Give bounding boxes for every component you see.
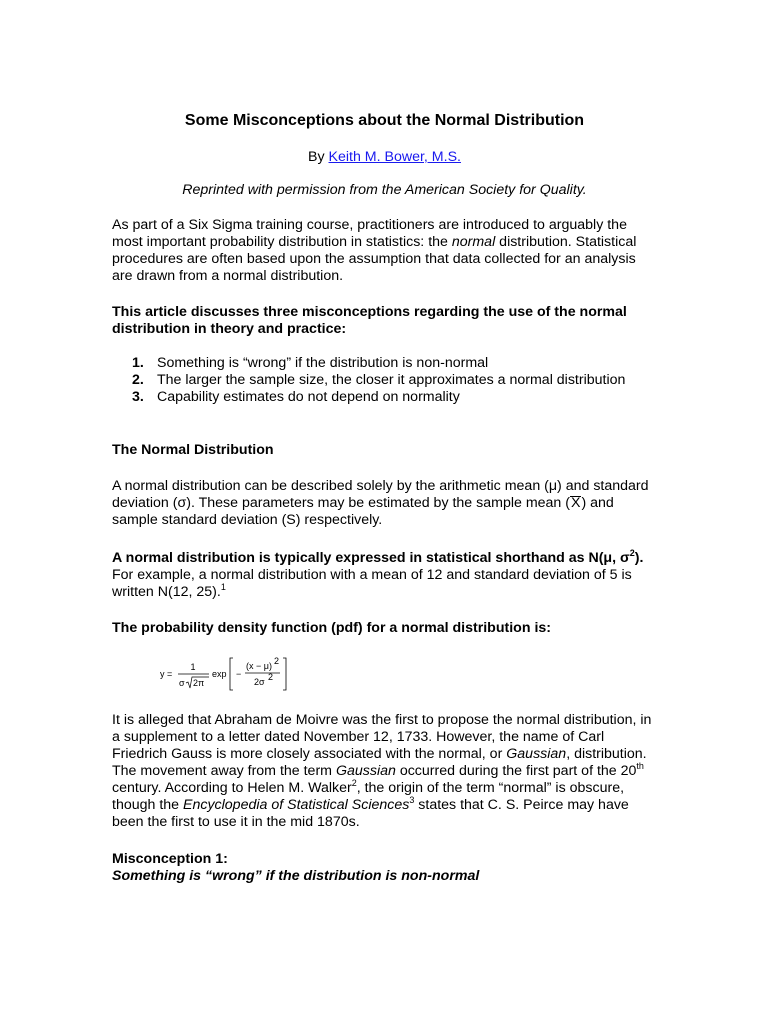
normal-desc-text-1: A normal distribution can be described solely by the arithmetic mean (μ) and standard deviation (σ). These parameters may be estimated by the sample mean ( — [112, 478, 649, 511]
formula-graphic — [156, 655, 356, 693]
history-paragraph — [112, 712, 657, 831]
list-item-text: Something is “wrong” if the distribution is non-normal — [157, 355, 489, 371]
list-item-text: Capability estimates do not depend on normality — [157, 389, 460, 405]
intro-emphasis: normal — [451, 234, 496, 250]
list-number: 2. — [132, 372, 144, 388]
intro-paragraph — [112, 217, 657, 285]
misconception-1-subheading: Something is “wrong” if the distribution is non-normal — [112, 868, 480, 884]
history-text-3: occurred during the first part of the 20 — [395, 763, 637, 779]
formula-minus: − — [236, 669, 242, 679]
right-bracket — [283, 658, 286, 690]
history-text-5: , the origin of the term “normal” is obscure, though the — [112, 780, 625, 813]
pdf-formula — [156, 655, 356, 693]
footnote-ref-3: 3 — [409, 795, 415, 805]
shorthand-paragraph — [112, 550, 657, 601]
shorthand-bold: A normal distribution is typically expressed in statistical shorthand as N(μ, σ — [112, 550, 630, 566]
sigma-squared-sup: 2 — [629, 548, 635, 558]
shorthand-text: For example, a normal distribution with a mean of 12 and standard deviation of 5 is written N(12, 25). — [112, 567, 632, 600]
history-text-4: century. According to Helen M. Walker — [112, 780, 352, 796]
misconception-1-section — [112, 851, 657, 885]
intro-text-2: distribution. Statistical procedures are often based upon the assumption that data collected for an analysis are drawn from a normal distribution. — [112, 234, 637, 284]
inner-denominator: 2σ — [254, 677, 265, 687]
inner-denominator-sup: 2 — [268, 672, 274, 682]
history-gaussian-2: Gaussian — [335, 763, 396, 779]
sup-th: th — [636, 761, 644, 771]
footnote-ref-2: 2 — [351, 778, 357, 788]
x-bar-symbol: X — [570, 495, 581, 511]
document-title: Some Misconceptions about the Normal Distribution — [184, 112, 585, 129]
formula-lhs: y = — [160, 669, 173, 679]
list-number: 3. — [132, 389, 144, 405]
shorthand-bold-end: ). — [634, 550, 644, 566]
inner-numerator: (x − μ) — [246, 661, 272, 671]
footnote-ref: 1 — [220, 582, 226, 592]
left-bracket — [230, 658, 233, 690]
history-text-6: states that C. S. Peirce may have been the first to use it in the mid 1870s. — [112, 797, 629, 830]
history-text-2: , distribution. The movement away from the term — [112, 746, 647, 779]
history-gaussian-1: Gaussian — [506, 746, 567, 762]
byline-prefix: By — [308, 149, 329, 165]
inner-numerator-sup: 2 — [274, 656, 280, 666]
formula-numerator: 1 — [190, 662, 196, 672]
byline — [112, 149, 657, 166]
misconception-1-heading: Misconception 1: — [112, 851, 228, 867]
formula-radicand: 2π — [193, 678, 205, 688]
article-lead: This article discusses three misconceptions regarding the use of the normal distribution in theory and practice: — [112, 304, 627, 337]
intro-text-1: As part of a Six Sigma training course, practitioners are introduced to arguably the most important probability distribution in statistics: the — [112, 217, 627, 250]
formula-sigma: σ — [179, 678, 185, 688]
normal-description — [112, 478, 657, 529]
history-text-1: It is alleged that Abraham de Moivre was the first to propose the normal distribution, in a supplement to a letter dated November 12, 1733. However, the name of Carl Friedrich Gauss is more closely associated with the normal, or — [112, 712, 652, 762]
list-number: 1. — [132, 355, 144, 371]
list-item — [112, 372, 657, 389]
formula-exp: exp — [212, 669, 227, 679]
misconception-list — [112, 355, 657, 406]
section-heading: The Normal Distribution — [112, 442, 274, 458]
list-item — [112, 389, 657, 406]
list-item-text: The larger the sample size, the closer it approximates a normal distribution — [157, 372, 626, 388]
list-item — [112, 355, 657, 372]
reprint-note: Reprinted with permission from the American Society for Quality. — [182, 182, 587, 198]
pdf-lead: The probability density function (pdf) for a normal distribution is: — [112, 620, 552, 636]
author-link[interactable]: Keith M. Bower, M.S. — [328, 149, 461, 165]
normal-desc-text-2: ) and sample standard deviation (S) respectively. — [112, 495, 614, 528]
encyclopedia-title: Encyclopedia of Statistical Sciences — [183, 797, 410, 813]
